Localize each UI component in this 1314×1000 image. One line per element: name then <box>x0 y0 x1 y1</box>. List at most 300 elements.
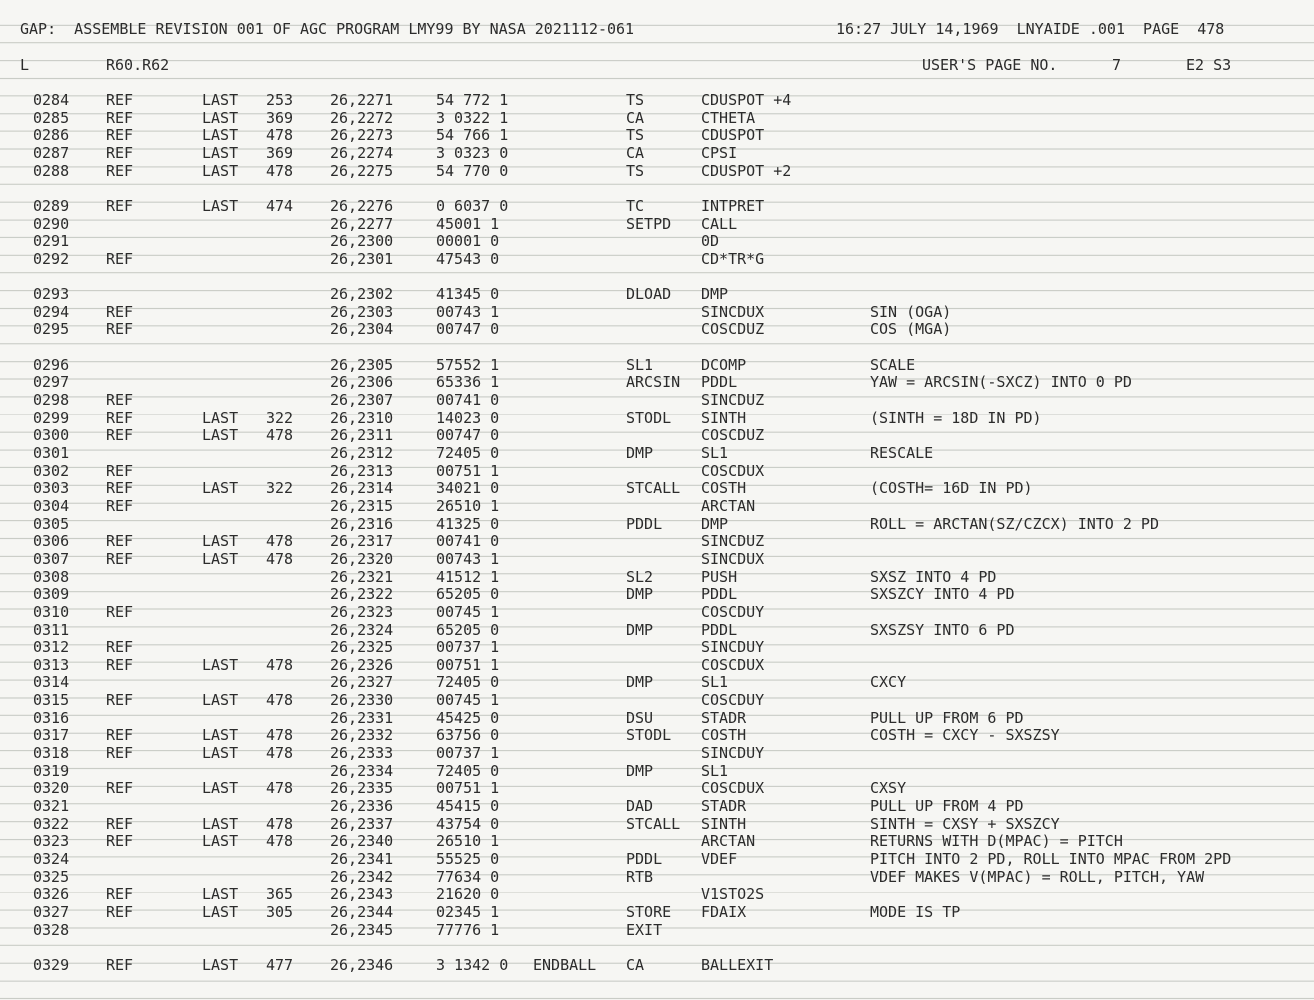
seq-number: 0322 <box>33 814 70 833</box>
seq-number: 0327 <box>33 902 70 921</box>
opcode: TC <box>626 196 645 215</box>
address: 26,2333 <box>330 744 394 762</box>
operand: SINCDUZ <box>701 532 765 551</box>
opcode: PDDL <box>626 849 663 868</box>
comment: SXSZSY INTO 6 PD <box>870 620 1015 639</box>
operand: CPSI <box>701 143 738 162</box>
last-label: LAST <box>202 143 239 162</box>
octal-word: 00747 0 <box>436 320 500 339</box>
octal-word: 00745 1 <box>436 602 500 621</box>
comment: (COSTH= 16D IN PD) <box>870 479 1033 498</box>
address: 26,2272 <box>330 108 394 127</box>
ref-label: REF <box>106 496 134 515</box>
seq-number: 0323 <box>33 832 70 851</box>
operand: V1STO2S <box>701 885 765 904</box>
address: 26,2327 <box>330 673 394 692</box>
opcode: TS <box>626 126 645 145</box>
address: 26,2343 <box>330 885 394 904</box>
octal-word: 26510 1 <box>436 832 500 851</box>
octal-word: 45001 1 <box>436 214 500 233</box>
opcode: STCALL <box>626 814 681 833</box>
octal-word: 26510 1 <box>436 496 500 515</box>
comment: RETURNS WITH D(MPAC) = PITCH <box>870 832 1123 851</box>
address: 26,2320 <box>330 549 394 568</box>
last-number: 477 <box>266 955 294 974</box>
ref-label: REF <box>106 602 134 621</box>
last-label: LAST <box>202 196 239 215</box>
seq-number: 0313 <box>33 655 70 674</box>
seq-number: 0304 <box>33 496 70 515</box>
ref-label: REF <box>106 108 134 127</box>
address: 26,2334 <box>330 761 394 780</box>
ref-label: REF <box>106 161 134 180</box>
last-label: LAST <box>202 655 239 674</box>
opcode: STCALL <box>626 479 681 498</box>
ref-label: REF <box>106 744 134 762</box>
ref-label: REF <box>106 655 134 674</box>
ref-label: REF <box>106 426 134 445</box>
octal-word: 41345 0 <box>436 285 500 304</box>
last-number: 305 <box>266 902 294 921</box>
octal-word: 3 1342 0 <box>436 955 509 974</box>
address: 26,2344 <box>330 902 394 921</box>
last-label: LAST <box>202 426 239 445</box>
address: 26,2321 <box>330 567 394 586</box>
ref-label: REF <box>106 391 134 409</box>
operand: STADR <box>701 797 747 815</box>
operand: CD*TR*G <box>701 249 765 268</box>
last-number: 478 <box>266 691 294 710</box>
octal-word: 00745 1 <box>436 691 500 710</box>
last-label: LAST <box>202 779 239 798</box>
operand: COSCDUX <box>701 779 765 798</box>
operand: 0D <box>701 232 720 251</box>
operand: SINTH <box>701 814 747 833</box>
octal-word: 47543 0 <box>436 249 500 268</box>
ref-label: REF <box>106 779 134 798</box>
seq-number: 0310 <box>33 602 70 621</box>
operand: PUSH <box>701 567 738 586</box>
seq-number: 0293 <box>33 285 70 304</box>
address: 26,2346 <box>330 955 394 974</box>
octal-word: 00743 1 <box>436 549 500 568</box>
last-label: LAST <box>202 408 239 427</box>
address: 26,2323 <box>330 602 394 621</box>
comment: VDEF MAKES V(MPAC) = ROLL, PITCH, YAW <box>870 867 1205 886</box>
opcode: SETPD <box>626 214 672 233</box>
subheader-l: L <box>20 56 30 74</box>
operand: DCOMP <box>701 355 747 374</box>
ref-label: REF <box>106 832 134 851</box>
address: 26,2325 <box>330 638 394 657</box>
address: 26,2306 <box>330 373 394 392</box>
address: 26,2311 <box>330 426 394 445</box>
opcode: DAD <box>626 797 654 815</box>
address: 26,2310 <box>330 408 394 427</box>
ref-label: REF <box>106 302 134 321</box>
operand: PDDL <box>701 585 738 604</box>
last-number: 478 <box>266 549 294 568</box>
operand: SL1 <box>701 444 729 462</box>
seq-number: 0288 <box>33 161 70 180</box>
octal-word: 41325 0 <box>436 514 500 533</box>
address: 26,2313 <box>330 461 394 480</box>
octal-word: 00751 1 <box>436 779 500 798</box>
comment: SIN (OGA) <box>870 302 952 321</box>
address: 26,2315 <box>330 496 394 515</box>
operand: COSCDUZ <box>701 320 765 339</box>
ref-label: REF <box>106 638 134 657</box>
operand: STADR <box>701 708 747 727</box>
address: 26,2301 <box>330 249 394 268</box>
address: 26,2271 <box>330 91 394 109</box>
operand: SINCDUX <box>701 549 765 568</box>
operand: CDUSPOT <box>701 126 765 145</box>
address: 26,2276 <box>330 196 394 215</box>
last-label: LAST <box>202 832 239 851</box>
seq-number: 0315 <box>33 691 70 710</box>
users-page-number: 7 <box>1112 56 1122 74</box>
seq-number: 0324 <box>33 849 70 868</box>
address: 26,2314 <box>330 479 394 498</box>
comment: MODE IS TP <box>870 902 961 921</box>
opcode: DLOAD <box>626 285 672 304</box>
opcode: SL2 <box>626 567 654 586</box>
comment: COSTH = CXCY - SXSZSY <box>870 726 1060 745</box>
last-label: LAST <box>202 691 239 710</box>
label-tag: ENDBALL <box>533 955 597 974</box>
opcode: ARCSIN <box>626 373 681 392</box>
address: 26,2277 <box>330 214 394 233</box>
comment: CXCY <box>870 673 907 692</box>
operand: CTHETA <box>701 108 756 127</box>
seq-number: 0286 <box>33 126 70 145</box>
opcode: EXIT <box>626 920 663 939</box>
octal-word: 3 0322 1 <box>436 108 509 127</box>
octal-word: 43754 0 <box>436 814 500 833</box>
octal-word: 00747 0 <box>436 426 500 445</box>
seq-number: 0300 <box>33 426 70 445</box>
seq-number: 0328 <box>33 920 70 939</box>
subheader-line <box>0 56 1232 74</box>
opcode: CA <box>626 143 645 162</box>
last-label: LAST <box>202 814 239 833</box>
opcode: STODL <box>626 726 672 745</box>
address: 26,2317 <box>330 532 394 551</box>
octal-word: 72405 0 <box>436 673 500 692</box>
seq-number: 0299 <box>33 408 70 427</box>
opcode: DMP <box>626 673 654 692</box>
address: 26,2335 <box>330 779 394 798</box>
opcode: TS <box>626 91 645 109</box>
seq-number: 0307 <box>33 549 70 568</box>
operand: CDUSPOT +2 <box>701 161 792 180</box>
last-number: 478 <box>266 814 294 833</box>
seq-number: 0318 <box>33 744 70 762</box>
comment: SCALE <box>870 355 916 374</box>
ref-label: REF <box>106 691 134 710</box>
seq-number: 0303 <box>33 479 70 498</box>
seq-number: 0320 <box>33 779 70 798</box>
operand: COSCDUY <box>701 602 765 621</box>
comment: SINTH = CXSY + SXSZCY <box>870 814 1060 833</box>
last-number: 478 <box>266 726 294 745</box>
octal-word: 14023 0 <box>436 408 500 427</box>
last-label: LAST <box>202 126 239 145</box>
seq-number: 0297 <box>33 373 70 392</box>
comment: CXSY <box>870 779 907 798</box>
seq-number: 0298 <box>33 391 70 409</box>
ref-label: REF <box>106 249 134 268</box>
seq-number: 0290 <box>33 214 70 233</box>
comment: ROLL = ARCTAN(SZ/CZCX) INTO 2 PD <box>870 514 1159 533</box>
last-label: LAST <box>202 108 239 127</box>
operand: COSTH <box>701 726 747 745</box>
address: 26,2300 <box>330 232 394 251</box>
last-label: LAST <box>202 726 239 745</box>
last-label: LAST <box>202 479 239 498</box>
opcode: CA <box>626 955 645 974</box>
last-label: LAST <box>202 955 239 974</box>
comment: PULL UP FROM 6 PD <box>870 708 1024 727</box>
operand: COSTH <box>701 479 747 498</box>
address: 26,2316 <box>330 514 394 533</box>
octal-word: 00737 1 <box>436 744 500 762</box>
last-number: 322 <box>266 479 294 498</box>
address: 26,2304 <box>330 320 394 339</box>
octal-word: 34021 0 <box>436 479 500 498</box>
octal-word: 77634 0 <box>436 867 500 886</box>
address: 26,2345 <box>330 920 394 939</box>
octal-word: 00741 0 <box>436 391 500 409</box>
comment: PITCH INTO 2 PD, ROLL INTO MPAC FROM 2PD <box>870 849 1232 868</box>
seq-number: 0292 <box>33 249 70 268</box>
last-number: 478 <box>266 126 294 145</box>
last-number: 478 <box>266 161 294 180</box>
operand: COSCDUX <box>701 655 765 674</box>
operand: PDDL <box>701 620 738 639</box>
operand: ARCTAN <box>701 496 756 515</box>
last-label: LAST <box>202 744 239 762</box>
opcode: DMP <box>626 761 654 780</box>
operand: SINTH <box>701 408 747 427</box>
seq-number: 0294 <box>33 302 70 321</box>
address: 26,2342 <box>330 867 394 886</box>
operand: ARCTAN <box>701 832 756 851</box>
octal-word: 63756 0 <box>436 726 500 745</box>
last-number: 478 <box>266 744 294 762</box>
address: 26,2302 <box>330 285 394 304</box>
last-label: LAST <box>202 161 239 180</box>
operand: CDUSPOT +4 <box>701 91 792 109</box>
seq-number: 0291 <box>33 232 70 251</box>
octal-word: 02345 1 <box>436 902 500 921</box>
last-number: 474 <box>266 196 294 215</box>
ref-label: REF <box>106 549 134 568</box>
octal-word: 45415 0 <box>436 797 500 815</box>
header-right: 16:27 JULY 14,1969 LNYAIDE .001 PAGE 478 <box>836 20 1225 38</box>
operand: DMP <box>701 514 729 533</box>
seq-number: 0329 <box>33 955 70 974</box>
ref-label: REF <box>106 91 134 109</box>
operand: COSCDUX <box>701 461 765 480</box>
opcode: DMP <box>626 585 654 604</box>
last-number: 478 <box>266 532 294 551</box>
operand: VDEF <box>701 849 738 868</box>
ref-label: REF <box>106 408 134 427</box>
octal-word: 54 772 1 <box>436 91 509 109</box>
seq-number: 0306 <box>33 532 70 551</box>
last-number: 322 <box>266 408 294 427</box>
operand: DMP <box>701 285 729 304</box>
address: 26,2275 <box>330 161 394 180</box>
octal-word: 3 0323 0 <box>436 143 509 162</box>
octal-word: 21620 0 <box>436 885 500 904</box>
octal-word: 00751 1 <box>436 461 500 480</box>
last-number: 369 <box>266 143 294 162</box>
opcode: DMP <box>626 444 654 462</box>
seq-number: 0312 <box>33 638 70 657</box>
opcode: SL1 <box>626 355 654 374</box>
seq-number: 0326 <box>33 885 70 904</box>
opcode: STORE <box>626 902 672 921</box>
ref-label: REF <box>106 479 134 498</box>
last-label: LAST <box>202 532 239 551</box>
comment: YAW = ARCSIN(-SXCZ) INTO 0 PD <box>870 373 1132 392</box>
operand: SINCDUZ <box>701 391 765 409</box>
opcode: DSU <box>626 708 654 727</box>
octal-word: 65205 0 <box>436 620 500 639</box>
address: 26,2336 <box>330 797 394 815</box>
address: 26,2332 <box>330 726 394 745</box>
last-label: LAST <box>202 549 239 568</box>
address: 26,2337 <box>330 814 394 833</box>
last-number: 365 <box>266 885 294 904</box>
opcode: RTB <box>626 867 654 886</box>
seq-number: 0289 <box>33 196 70 215</box>
seq-number: 0311 <box>33 620 70 639</box>
seq-number: 0325 <box>33 867 70 886</box>
comment: COS (MGA) <box>870 320 952 339</box>
seq-number: 0295 <box>33 320 70 339</box>
address: 26,2330 <box>330 691 394 710</box>
ref-label: REF <box>106 320 134 339</box>
address: 26,2341 <box>330 849 394 868</box>
address: 26,2322 <box>330 585 394 604</box>
opcode: STODL <box>626 408 672 427</box>
ref-label: REF <box>106 814 134 833</box>
section-label: R60.R62 <box>106 56 170 74</box>
operand: COSCDUZ <box>701 426 765 445</box>
octal-word: 41512 1 <box>436 567 500 586</box>
octal-word: 54 770 0 <box>436 161 509 180</box>
seq-number: 0284 <box>33 91 70 109</box>
seq-number: 0308 <box>33 567 70 586</box>
subheader-code: E2 S3 <box>1186 56 1232 74</box>
operand: COSCDUY <box>701 691 765 710</box>
address: 26,2274 <box>330 143 394 162</box>
address: 26,2340 <box>330 832 394 851</box>
operand: SINCDUY <box>701 744 765 762</box>
operand: SINCDUX <box>701 302 765 321</box>
ref-label: REF <box>106 461 134 480</box>
seq-number: 0316 <box>33 708 70 727</box>
seq-number: 0309 <box>33 585 70 604</box>
opcode: CA <box>626 108 645 127</box>
octal-word: 0 6037 0 <box>436 196 509 215</box>
seq-number: 0287 <box>33 143 70 162</box>
address: 26,2305 <box>330 355 394 374</box>
operand: SL1 <box>701 673 729 692</box>
address: 26,2324 <box>330 620 394 639</box>
octal-word: 72405 0 <box>436 761 500 780</box>
seq-number: 0321 <box>33 797 70 815</box>
seq-number: 0314 <box>33 673 70 692</box>
header-left: GAP: ASSEMBLE REVISION 001 OF AGC PROGRAM LMY99 BY NASA 2021112-061 <box>20 20 635 38</box>
comment: SXSZCY INTO 4 PD <box>870 585 1015 604</box>
octal-word: 00001 0 <box>436 232 500 251</box>
operand: BALLEXIT <box>701 955 774 974</box>
operand: FDAIX <box>701 902 747 921</box>
operand: CALL <box>701 214 738 233</box>
octal-word: 00741 0 <box>436 532 500 551</box>
ref-label: REF <box>106 726 134 745</box>
octal-word: 00737 1 <box>436 638 500 657</box>
seq-number: 0302 <box>33 461 70 480</box>
operand: SINCDUY <box>701 638 765 657</box>
last-number: 478 <box>266 655 294 674</box>
opcode: PDDL <box>626 514 663 533</box>
ref-label: REF <box>106 885 134 904</box>
operand: INTPRET <box>701 196 765 215</box>
users-page-label: USER'S PAGE NO. <box>922 56 1058 74</box>
last-number: 369 <box>266 108 294 127</box>
ref-label: REF <box>106 955 134 974</box>
ref-label: REF <box>106 126 134 145</box>
address: 26,2312 <box>330 444 394 462</box>
operand: SL1 <box>701 761 729 780</box>
opcode: TS <box>626 161 645 180</box>
comment: SXSZ INTO 4 PD <box>870 567 997 586</box>
seq-number: 0296 <box>33 355 70 374</box>
ref-label: REF <box>106 532 134 551</box>
octal-word: 55525 0 <box>436 849 500 868</box>
address: 26,2326 <box>330 655 394 674</box>
octal-word: 65205 0 <box>436 585 500 604</box>
octal-word: 57552 1 <box>436 355 500 374</box>
operand: PDDL <box>701 373 738 392</box>
ref-label: REF <box>106 196 134 215</box>
address: 26,2273 <box>330 126 394 145</box>
ref-label: REF <box>106 902 134 921</box>
comment: PULL UP FROM 4 PD <box>870 797 1024 815</box>
octal-word: 00751 1 <box>436 655 500 674</box>
opcode: DMP <box>626 620 654 639</box>
last-label: LAST <box>202 91 239 109</box>
comment: (SINTH = 18D IN PD) <box>870 408 1042 427</box>
last-label: LAST <box>202 885 239 904</box>
address: 26,2303 <box>330 302 394 321</box>
seq-number: 0285 <box>33 108 70 127</box>
seq-number: 0305 <box>33 514 70 533</box>
octal-word: 00743 1 <box>436 302 500 321</box>
header-line <box>0 20 1225 38</box>
comment: RESCALE <box>870 444 934 462</box>
last-label: LAST <box>202 902 239 921</box>
last-number: 253 <box>266 91 294 109</box>
last-number: 478 <box>266 832 294 851</box>
octal-word: 77776 1 <box>436 920 500 939</box>
